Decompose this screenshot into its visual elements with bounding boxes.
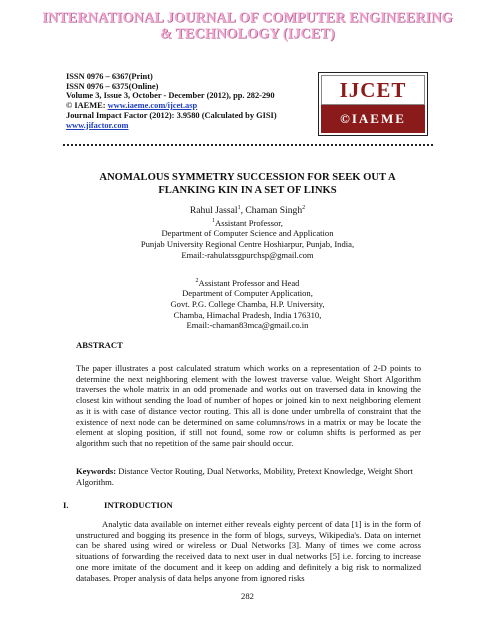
intro-number: I. [63, 500, 69, 510]
aff2-line: Department of Computer Application, [182, 288, 313, 299]
aff1-line: Punjab University Regional Centre Hoshiarpur, Punjab, India, [140, 239, 355, 250]
aff1-line: Department of Computer Science and Application [161, 228, 334, 239]
aff1-sup: 1 [212, 218, 216, 224]
paper-title-line1: ANOMALOUS SYMMETRY SUCCESSION FOR SEEK OUT A [99, 172, 396, 183]
aff1-line: $^1$Assistant Professor, [212, 217, 283, 228]
volume-info: Volume 3, Issue 3, October - December (2012), pp. 282-290 [66, 91, 275, 101]
issn-online: ISSN 0976 – 6375(Online) [66, 81, 159, 91]
intro-text: Analytic data available on internet either reveals eighty percent of data [1] is in the form of unstructured and bogging its presence in the form of blogs, surveys, Wikipedia's. Data on internet can be shared using wired or wireless or Dual Networks [3]. Many of times we come across situations of forwarding the received data to next user in dual networks [5] i.e. forcing to increase one more imitate of the document and it keep on adding and definitely a big risk to normalized databases. Proper analysis of data helps anyone from ignored risks [76, 519, 421, 583]
issn-print: ISSN 0976 – 6367(Print) [66, 72, 153, 81]
jifactor-link[interactable]: www.jifactor.com [66, 120, 129, 130]
author2-sup: 2 [302, 205, 306, 211]
paper-title [60, 172, 435, 197]
journal-title-line1: INTERNATIONAL JOURNAL OF COMPUTER ENGINEERING [42, 10, 453, 26]
ijcet-logo [318, 72, 428, 136]
abstract-heading: ABSTRACT [76, 340, 123, 350]
iaeme-line [66, 101, 277, 111]
keywords-text: Distance Vector Routing, Dual Networks, Mobility, Pretext Knowledge, Weight Short Algorithm. [76, 466, 413, 487]
keywords [76, 466, 421, 487]
journal-title-line2: & TECHNOLOGY (IJCET) [160, 26, 335, 42]
affiliation-2 [60, 276, 435, 331]
page-number: 282 [241, 591, 254, 601]
paper-title-line2: FLANKING KIN IN A SET OF LINKS [158, 184, 337, 196]
aff2-line: $^2$Assistant Professor and Head [195, 277, 300, 288]
logo-bottom-text: ©IAEME [321, 105, 425, 133]
aff2-line: Chamba, Himachal Pradesh, India 176310, [173, 309, 322, 320]
impact-factor: Journal Impact Factor (2012): 3.9580 (Calculated by GISI) [66, 110, 277, 120]
intro-heading: INTRODUCTION [104, 500, 173, 510]
aff2-sup: 2 [195, 278, 199, 284]
aff1-email: Email:-rahulatssgpurchsp@gmail.com [181, 249, 314, 260]
aff2-line: Govt. P.G. College Chamba, H.P. University, [170, 299, 325, 310]
journal-title [20, 10, 475, 42]
iaeme-link[interactable]: www.iaeme.com/ijcet.asp [107, 101, 198, 111]
keywords-label: Keywords: [76, 466, 117, 476]
dotted-divider [63, 144, 433, 146]
aff2-email: Email:-chaman83mca@gmail.co.in [186, 320, 309, 331]
iaeme-label: © IAEME: [66, 101, 108, 111]
journal-meta [66, 72, 277, 130]
affiliation-1 [60, 216, 435, 260]
logo-top-text: IJCET [321, 75, 425, 105]
authors [60, 203, 435, 217]
abstract-text: The paper illustrates a post calculated stratum which works on a representation of 2-D points to determine the next neighboring element with the lowest traverse value. Weight Short Algorithm traverses the whole matrix in an odd promenade and works out on traversed data in knowing the closest kin without sending the load of number of hopes or joined kin to next neighboring element as it is with case of distance vector routing. This all is done under umbrella of constraint that the existence of next node can be determined on same columns/rows in a matrix or may be locate the element at sloping position, if still not found, some row or column shifts is performed as per algorithm such that no repetition of the same pair should occur. [76, 363, 421, 448]
author-sep: , Chaman Singh [240, 205, 303, 217]
author1-sup: 1 [237, 205, 241, 211]
author1: Rahul Jassal [189, 205, 238, 217]
